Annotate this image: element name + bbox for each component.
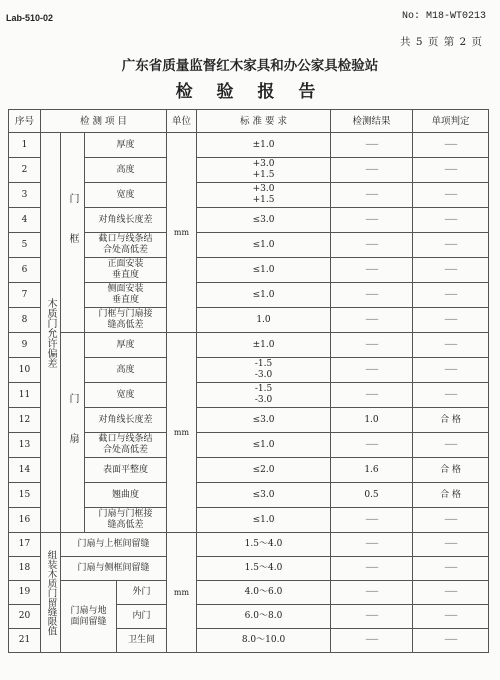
row-number: 13 (9, 433, 41, 458)
result-value: ------ (331, 308, 413, 333)
standard-value: 8.0～10.0 (197, 629, 331, 653)
standard-value: -1.5 -3.0 (197, 383, 331, 408)
item-name: 门扇与上框间留缝 (61, 533, 167, 557)
row-number: 10 (9, 358, 41, 383)
group-assembly-gap: 组装木质门留缝限值 (41, 533, 61, 653)
standard-value: +3.0 +1.5 (197, 183, 331, 208)
standard-value: 6.0～8.0 (197, 605, 331, 629)
row-number: 9 (9, 333, 41, 358)
result-value: 1.0 (331, 408, 413, 433)
result-value: ------ (331, 581, 413, 605)
judgement-value: ------ (413, 183, 489, 208)
standard-value: 1.5～4.0 (197, 557, 331, 581)
item-name: 截口与线条结 合处高低差 (85, 433, 167, 458)
item-name: 内门 (117, 605, 167, 629)
standard-value: 4.0～6.0 (197, 581, 331, 605)
item-name: 宽度 (85, 183, 167, 208)
result-value: ------ (331, 508, 413, 533)
unit-mm: mm (167, 533, 197, 653)
standard-value: 1.5～4.0 (197, 533, 331, 557)
standard-value: -1.5 -3.0 (197, 358, 331, 383)
page-info: 共 5 页 第 2 页 (400, 36, 484, 48)
standard-value: ≤3.0 (197, 208, 331, 233)
standard-value: ≤2.0 (197, 458, 331, 483)
group-wood-tolerance: 木质门允许偏差 (41, 133, 61, 533)
row-number: 12 (9, 408, 41, 433)
row-number: 11 (9, 383, 41, 408)
row-number: 1 (9, 133, 41, 158)
item-name: 对角线长度差 (85, 208, 167, 233)
standard-value: ±1.0 (197, 133, 331, 158)
judgement-value: ------ (413, 433, 489, 458)
result-value: ------ (331, 183, 413, 208)
result-value: ------ (331, 383, 413, 408)
row-number: 20 (9, 605, 41, 629)
result-value: 0.5 (331, 483, 413, 508)
table-row (9, 333, 489, 358)
item-name: 厚度 (85, 133, 167, 158)
item-name: 侧面安装 垂直度 (85, 283, 167, 308)
standard-value: ≤1.0 (197, 433, 331, 458)
item-name: 厚度 (85, 333, 167, 358)
judgement-value: ------ (413, 581, 489, 605)
standard-value: ≤1.0 (197, 283, 331, 308)
row-number: 7 (9, 283, 41, 308)
result-value: ------ (331, 533, 413, 557)
group-door-frame: 门框 (61, 133, 85, 333)
item-name: 卫生间 (117, 629, 167, 653)
judgement-value: 合 格 (413, 408, 489, 433)
item-name: 翘曲度 (85, 483, 167, 508)
result-value: ------ (331, 333, 413, 358)
table-row (9, 557, 489, 581)
standard-value: ≤3.0 (197, 483, 331, 508)
result-value: ------ (331, 133, 413, 158)
result-value: ------ (331, 158, 413, 183)
standard-value: ±1.0 (197, 333, 331, 358)
standard-value: ≤3.0 (197, 408, 331, 433)
judgement-value: ------ (413, 508, 489, 533)
row-number: 21 (9, 629, 41, 653)
result-value: ------ (331, 208, 413, 233)
result-value: ------ (331, 283, 413, 308)
judgement-value: ------ (413, 283, 489, 308)
row-number: 6 (9, 258, 41, 283)
row-number: 3 (9, 183, 41, 208)
row-number: 14 (9, 458, 41, 483)
standard-value: ≤1.0 (197, 233, 331, 258)
report-number: No: M18-WT0213 (402, 11, 487, 22)
item-name: 正面安装 垂直度 (85, 258, 167, 283)
judgement-value: ------ (413, 333, 489, 358)
col-judgement-header: 单项判定 (413, 110, 489, 133)
group-door-leaf: 门扇 (61, 333, 85, 533)
judgement-value: ------ (413, 208, 489, 233)
judgement-value: ------ (413, 258, 489, 283)
row-number: 16 (9, 508, 41, 533)
row-number: 17 (9, 533, 41, 557)
row-number: 5 (9, 233, 41, 258)
table-header-row (9, 110, 489, 133)
report-title: 检 验 报 告 (175, 82, 325, 102)
row-number: 18 (9, 557, 41, 581)
item-name: 对角线长度差 (85, 408, 167, 433)
table-row (9, 533, 489, 557)
col-no-header: 序号 (9, 110, 41, 133)
judgement-value: ------ (413, 308, 489, 333)
result-value: ------ (331, 433, 413, 458)
item-name: 外门 (117, 581, 167, 605)
row-number: 8 (9, 308, 41, 333)
standard-value: ≤1.0 (197, 258, 331, 283)
unit-mm: mm (167, 133, 197, 333)
result-value: 1.6 (331, 458, 413, 483)
item-name: 高度 (85, 158, 167, 183)
result-value: ------ (331, 258, 413, 283)
item-name: 截口与线条结 合处高低差 (85, 233, 167, 258)
group-leaf-floor-gap: 门扇与地面间留缝 (61, 581, 117, 653)
judgement-value: ------ (413, 605, 489, 629)
judgement-value: ------ (413, 158, 489, 183)
organization-name: 广东省质量监督红木家具和办公家具检验站 (121, 58, 379, 74)
standard-value: ≤1.0 (197, 508, 331, 533)
judgement-value: ------ (413, 629, 489, 653)
result-value: ------ (331, 233, 413, 258)
result-value: ------ (331, 557, 413, 581)
item-name: 宽度 (85, 383, 167, 408)
row-number: 15 (9, 483, 41, 508)
result-value: ------ (331, 629, 413, 653)
judgement-value: ------ (413, 133, 489, 158)
row-number: 4 (9, 208, 41, 233)
table-row (9, 133, 489, 158)
standard-value: 1.0 (197, 308, 331, 333)
col-item-header: 检 测 项 目 (41, 110, 167, 133)
judgement-value: ------ (413, 233, 489, 258)
item-name: 门扇与侧框间留缝 (61, 557, 167, 581)
item-name: 门框与门扇接 缝高低差 (85, 308, 167, 333)
judgement-value: ------ (413, 557, 489, 581)
row-number: 2 (9, 158, 41, 183)
judgement-value: 合 格 (413, 483, 489, 508)
judgement-value: ------ (413, 383, 489, 408)
col-result-header: 检测结果 (331, 110, 413, 133)
col-unit-header: 单位 (167, 110, 197, 133)
standard-value: +3.0 +1.5 (197, 158, 331, 183)
row-number: 19 (9, 581, 41, 605)
judgement-value: ------ (413, 533, 489, 557)
item-name: 高度 (85, 358, 167, 383)
item-name: 门扇与门框接 缝高低差 (85, 508, 167, 533)
result-value: ------ (331, 358, 413, 383)
result-value: ------ (331, 605, 413, 629)
item-name: 表面平整度 (85, 458, 167, 483)
doc-code: Lab-510-02 (6, 13, 54, 23)
judgement-value: ------ (413, 358, 489, 383)
judgement-value: 合 格 (413, 458, 489, 483)
table-row (9, 581, 489, 605)
unit-mm: mm (167, 333, 197, 533)
col-standard-header: 标 准 要 求 (197, 110, 331, 133)
inspection-table (8, 109, 489, 653)
